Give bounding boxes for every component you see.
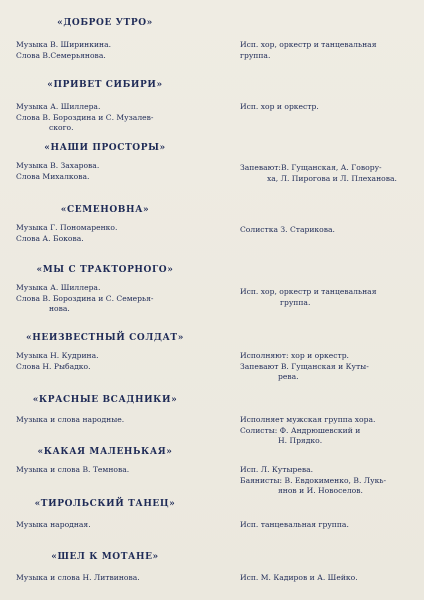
song-performers xyxy=(240,465,416,497)
song-title: «КАКАЯ МАЛЕНЬКАЯ» xyxy=(37,447,173,457)
performer-line: группа. xyxy=(240,50,271,60)
performer-line: Запевают В. Гущанская и Куты- xyxy=(240,361,369,371)
credit-line: Музыка и слова Н. Литвинова. xyxy=(16,573,140,582)
song-performers xyxy=(240,415,416,447)
song-credits xyxy=(16,102,216,134)
song-credits xyxy=(16,573,216,584)
performer-line: группа. xyxy=(280,297,311,307)
credit-line: Музыка Г. Пономаренко. xyxy=(16,223,118,232)
song-title: «ПРИВЕТ СИБИРИ» xyxy=(47,80,163,90)
performer-line: Солисты: Ф. Андрюшевский и xyxy=(240,425,361,435)
credit-line: Музыка и слова народные. xyxy=(16,415,125,424)
song-title: «СЕМЕНОВНА» xyxy=(60,205,150,215)
song-credits xyxy=(16,415,216,426)
song-performers xyxy=(240,520,416,531)
credit-line: Музыка Н. Кудрина. xyxy=(16,351,99,360)
performer-line: рева. xyxy=(278,372,299,381)
credit-line: ского. xyxy=(49,123,74,132)
song-credits xyxy=(16,161,216,182)
song-credits xyxy=(16,283,216,315)
song-performers xyxy=(240,225,416,236)
song-title: «ТИРОЛЬСКИЙ ТАНЕЦ» xyxy=(34,499,176,509)
song-title: «ДОБРОЕ УТРО» xyxy=(57,18,153,28)
credit-line: нова. xyxy=(49,304,70,313)
performer-line: Исп. хор и оркестр. xyxy=(240,102,319,111)
song-title: «НЕИЗВЕСТНЫЙ СОЛДАТ» xyxy=(26,333,184,343)
song-performers xyxy=(240,351,416,383)
performer-line: Исп. танцевальная группа. xyxy=(240,520,349,529)
song-title: «ШЕЛ К МОТАНЕ» xyxy=(51,552,159,562)
song-performers xyxy=(240,287,416,308)
credit-line: Музыка А. Шиллера. xyxy=(16,283,101,292)
performer-line: Баянисты: В. Евдокименко, В. Лукь- xyxy=(240,475,387,485)
performer-line: Исп. М. Кадиров и А. Шейко. xyxy=(240,573,358,582)
credit-line: Музыка В. Ширинкина. xyxy=(16,40,112,49)
song-credits xyxy=(16,520,216,531)
song-performers xyxy=(240,40,416,61)
song-performers xyxy=(240,163,416,184)
performer-line: Н. Прядко. xyxy=(278,436,323,445)
performer-line: Исп. хор, оркестр и танцевальная xyxy=(240,40,377,49)
performer-line: ха, Л. Пирогова и Л. Плеханова. xyxy=(267,173,397,183)
performer-line: Исполняет мужская группа хора. xyxy=(240,415,376,424)
performer-line: Исп. Л. Кутырева. xyxy=(240,465,314,474)
performer-line: Исп. хор, оркестр и танцевальная xyxy=(240,287,377,296)
song-credits xyxy=(16,40,216,61)
credit-line: Слова В. Бороздина и С. Музалев- xyxy=(16,112,154,122)
credit-line: Слова А. Бокова. xyxy=(16,233,84,243)
credit-line: Слова Михалкова. xyxy=(16,171,90,181)
credit-line: Музыка В. Захарова. xyxy=(16,161,100,170)
performer-line: Солистка З. Старикова. xyxy=(240,225,335,234)
performer-line: Запевают:В. Гущанская, А. Говору- xyxy=(240,163,382,172)
credit-line: Музыка А. Шиллера. xyxy=(16,102,101,111)
song-title: «МЫ С ТРАКТОРНОГО» xyxy=(36,265,174,275)
song-performers xyxy=(240,573,416,584)
credit-line: Слова В.Семерьянова. xyxy=(16,50,106,60)
credit-line: Слова В. Бороздина и С. Семерья- xyxy=(16,293,154,303)
song-title: «КРАСНЫЕ ВСАДНИКИ» xyxy=(32,395,178,405)
song-performers xyxy=(240,102,416,113)
performer-line: Исполняют: хор и оркестр. xyxy=(240,351,349,360)
performer-line: янов и И. Новоселов. xyxy=(278,486,363,495)
song-credits xyxy=(16,465,216,476)
song-credits xyxy=(16,351,216,372)
credit-line: Музыка народная. xyxy=(16,520,91,529)
credit-line: Музыка и слова В. Темнова. xyxy=(16,465,130,474)
song-title: «НАШИ ПРОСТОРЫ» xyxy=(44,143,166,153)
song-credits xyxy=(16,223,216,244)
credit-line: Слова Н. Рыбадко. xyxy=(16,361,91,371)
